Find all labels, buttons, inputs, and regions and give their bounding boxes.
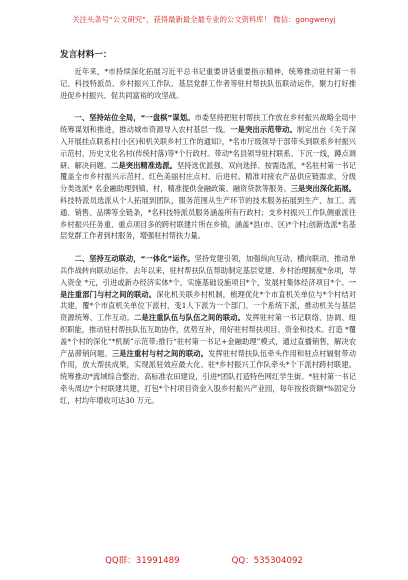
section-1-title: 一、坚持站位全局，“一盘棋”谋划。 <box>74 113 195 123</box>
section-2-point-2-title: 二是注重队伍与队伍之间的联动。 <box>134 313 246 323</box>
footer-qq-number: QQ：535304092 <box>231 556 303 566</box>
intro-paragraph: 近年来，*市持续深化拓展习近平总书记重要讲话重要指示精神，统筹推动驻村第一书记、科技特派员、乡村振兴工作队、基层党群工作者等驻村帮扶队伍联动运作，聚力打好推进促乡村振兴、促共同富裕的攻坚战。 <box>60 67 356 100</box>
section-1-point-2-title: 二是突出精准选派。 <box>111 160 177 170</box>
section-2-point-3-title: 三是注重村与村之间的联动。 <box>111 348 209 358</box>
section-2-title: 二、坚持互动联动，“一体化”运作。 <box>74 254 195 264</box>
footer-qq-group: QQ群：31991489 <box>105 556 180 566</box>
section-1-paragraph: 一、坚持站位全局，“一盘棋”谋划。市委坚持把驻村帮扶工作放在乡村振兴战略全局中统筹谋划和推进，推动城市资源导入农村基层一线。一是突出示范带动。制定出台《关于深入开展挂点联系村(小区)和机关联乡村工作的通知》，*名市厅级领导干部带头到联系乡村振兴示范村、历史文化名村(传统村落)等*个行政村。带动*名县领导驻村联系、下沉一线，蹲点调研、解决问题。二是突出精准选派。坚持选优派强、双向选择、按需选派，*名驻村第一书记覆盖全市乡村振兴示范村、红色美丽村庄点村、后进村。精准对接农产品供应链需求，分级分类选派* 名金融助理到镇、村，精准提供金融政策、融资贷款等服务。三是突出深化拓展。科技特派员选派从个人拓展到团队，服务范围从生产环节的技术服务拓展到生产、加工、流通、销售、品牌等全链条，*名科技特派员服务涵盖所有行政村；支乡村振兴工作队侧重派往乡村振兴任务重、重点项目多的跨村联建片所在乡镇，涵盖*县(市、区)*个村;创新选派*名基层党群工作者到村服务，增强驻村帮扶力量。 <box>60 113 356 241</box>
section-2-point-1-title: 一是注重部门与村之间的联动。 <box>60 277 356 299</box>
promo-banner-text: 关注头条号“公文研究”，获得最新最全最专业的公文资料库！ 微信：gongwenyj <box>72 15 336 24</box>
promo-banner <box>0 0 408 40</box>
footer-contacts <box>0 554 408 566</box>
section-2-paragraph: 二、坚持互动联动，“一体化”运作。坚持党建引领，加强纵向互动、横向联动，推动单兵作战转向联动运作。去年以来，驻村帮扶队伍帮助制定基层党建、乡村治理制度*余项，导入资金 *元，引进或新办经济实体*个，实施基础设施项目*个，发展村集体经济项目*个。一是注重部门与村之间的联动。深化机关联乡村机制，梳理优化*个市直机关单位与*个村结对共建，覆*个市直机关单位下派村，变1人下派为一个部门、一个系统下派，推动机关与基层资源统筹、工作互动。二是注重队伍与队伍之间的联动。发挥驻村第一书记联络、协调、组织职能，推动驻村帮扶队伍互助协作，优势互补，用好驻村帮扶项目、资金和技术。打造 *覆盖*个村的深化“*机制”示范带;推行“驻村第一书记+金融助理”模式，通过直播销售，解决农产品滞销问题。三是注重村与村之间的联动。发挥驻村帮扶队伍牵头作用和驻点村辐射带动作用，放大帮扶成果，实现派驻效应最大化。驻*乡村振兴工作队牵头*个下派村跨村联建。统筹推动*流域综合整治、高标准农田建设，引进*团队打造特色网红学生街。*驻村第一书记牵头周边*个村联建共建，打包*个村项目资金入股乡村振兴产业园，每年按投资额*%固定分红，村均年增收可达30 万元。 <box>60 254 356 405</box>
section-1-point-3-title: 三是突出深化拓展。 <box>290 184 356 194</box>
document-body <box>60 48 356 407</box>
document-heading: 发言材料一： <box>60 50 112 60</box>
section-1-point-1-title: 一是突出示范带动。 <box>230 125 297 135</box>
